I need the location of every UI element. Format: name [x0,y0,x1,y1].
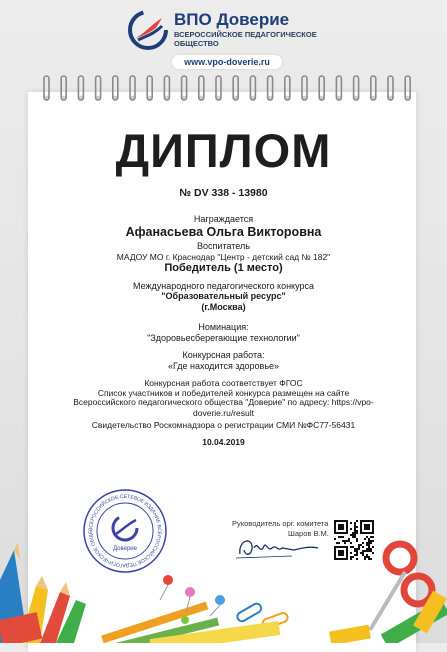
committee-head-name: Шаров В.М. [288,529,329,538]
results-list-line: Список участников и победителей конкурса размещен на сайте [97,388,350,398]
binder-ring [78,76,83,100]
recipient-name: Афанасьева Ольга Викторовна [125,225,322,239]
header-logo [128,8,328,58]
binder-ring [388,76,393,100]
binder-ring [147,76,152,100]
binder-ring [130,76,135,100]
binder-ring [405,76,410,100]
binder-ring [61,76,66,100]
diploma-number: № DV 338 - 13980 [179,187,268,199]
school-supplies-decoration [0,520,447,643]
stamp-center-text: Доверие [113,546,137,552]
diploma-title: ДИПЛОМ [115,124,332,177]
org-subtitle: ВСЕРОССИЙСКОЕ ПЕДАГОГИЧЕСКОЕ ОБЩЕСТВО [174,30,317,48]
binder-ring [96,76,101,100]
contest-name: "Образовательный ресурс" [161,291,286,301]
recipient-organization: МАДОУ МО г. Краснодар "Центр - детский сад № 182" [116,252,331,262]
binder-ring [199,76,204,100]
nomination-label: Номинация: [198,322,249,332]
binder-ring [268,76,273,100]
notebook-rings-icon [30,74,418,104]
binder-ring [371,76,376,100]
binder-ring [216,76,221,100]
binder-ring [336,76,341,100]
media-registration-line: Свидетельство Роскомнадзора о регистрации СМИ №ФС77-56431 [91,420,356,430]
binder-ring [44,76,49,100]
binder-ring [302,76,307,100]
website-link[interactable]: www.vpo-doverie.ru [172,55,282,69]
work-label: Конкурсная работа: [182,350,265,360]
committee-head-label: Руководитель орг. комитета [232,519,329,528]
org-name: ВПО Доверие [174,10,290,29]
binder-ring [250,76,255,100]
award-place: Победитель (1 место) [164,262,283,274]
binder-ring [182,76,187,100]
binder-ring [233,76,238,100]
binder-ring [354,76,359,100]
recipient-role: Воспитатель [197,241,250,251]
issue-date: 10.04.2019 [202,437,245,447]
binder-ring [319,76,324,100]
contest-type: Международного педагогического конкурса [132,281,314,291]
binder-ring [285,76,290,100]
awarded-label: Награждается [193,214,254,224]
contest-city: (г.Москва) [201,302,246,312]
brand-logo-icon [128,10,168,50]
fgos-line: Конкурсная работа соответствует ФГОС [144,378,303,388]
binder-ring [113,76,118,100]
binder-ring [164,76,169,100]
work-value: «Где находится здоровье» [167,361,280,371]
results-address-line: Всероссийского педагогического общества "Доверие" по адресу: https://vpo-doverie.ru/result [73,397,374,418]
stamp-ring-text: ВСЕРОССИЙСКОЕ СЕТЕВОЕ ИЗДАНИЕ ВСЕРОССИЙСКОЕ ПЕДАГОГИЧЕСКОЕ ОБЩЕ [87,493,163,569]
nomination-value: "Здоровьесберегающие технологии" [147,333,300,343]
